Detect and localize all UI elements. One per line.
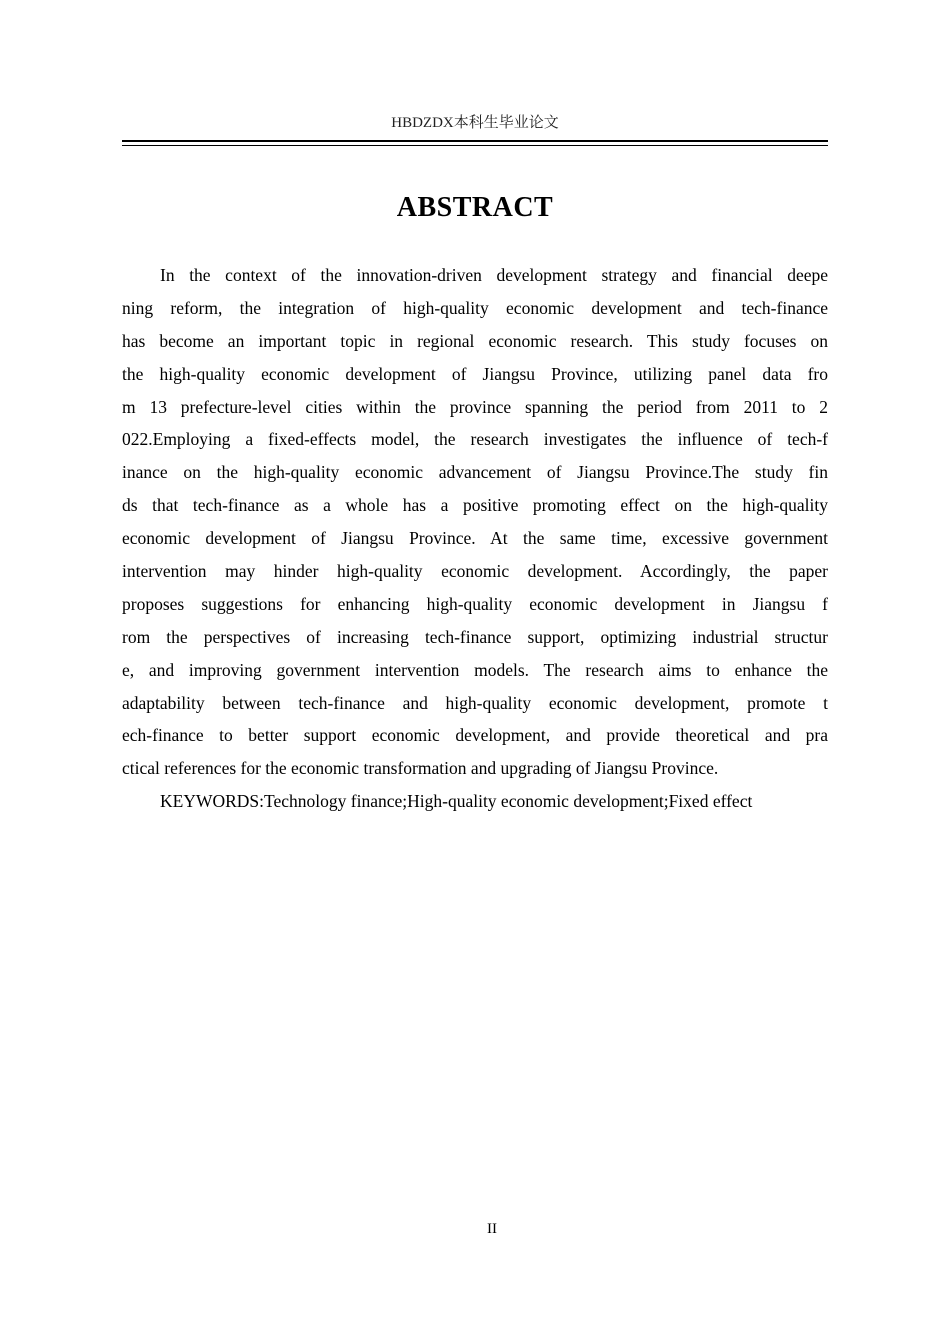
abstract-title: ABSTRACT (396, 192, 554, 223)
abstract-line: ds that tech-finance as a whole has a positive promoting effect on the high-quality (122, 495, 828, 516)
abstract-line: economic development of Jiangsu Province. At the same time, excessive government (122, 528, 828, 549)
header-rule-thick (122, 140, 828, 142)
abstract-line: inance on the high-quality economic advancement of Jiangsu Province.The study fin (122, 462, 828, 483)
abstract-line: has become an important topic in regional economic research. This study focuses on (122, 330, 828, 351)
running-header: HBDZDX本科生毕业论文 (391, 115, 559, 131)
page-number: II (487, 1221, 497, 1237)
abstract-line: e, and improving government intervention models. The research aims to enhance the (122, 659, 828, 680)
abstract-line: ning reform, the integration of high-quality economic development and tech-finance (122, 297, 828, 318)
abstract-line: ctical references for the economic transformation and upgrading of Jiangsu Province. (122, 758, 719, 779)
abstract-line: m 13 prefecture-level cities within the province spanning the period from 2011 to 2 (122, 396, 828, 417)
abstract-line: In the context of the innovation-driven development strategy and financial deepe (160, 265, 828, 285)
keywords-line: KEYWORDS:Technology finance;High-quality economic development;Fixed effect (160, 791, 753, 811)
abstract-line: rom the perspectives of increasing tech-finance support, optimizing industrial structur (122, 626, 828, 647)
header-rule-thin (122, 145, 828, 146)
abstract-line: intervention may hinder high-quality economic development. Accordingly, the paper (122, 561, 828, 582)
abstract-line: adaptability between tech-finance and high-quality economic development, promote t (122, 692, 828, 713)
abstract-line: the high-quality economic development of Jiangsu Province, utilizing panel data fro (122, 363, 828, 384)
abstract-line: 022.Employing a fixed-effects model, the research investigates the influence of tech-f (122, 429, 828, 450)
abstract-body (122, 259, 828, 785)
abstract-line: proposes suggestions for enhancing high-quality economic development in Jiangsu f (122, 593, 828, 614)
abstract-line: ech-finance to better support economic development, and provide theoretical and pra (122, 725, 828, 746)
